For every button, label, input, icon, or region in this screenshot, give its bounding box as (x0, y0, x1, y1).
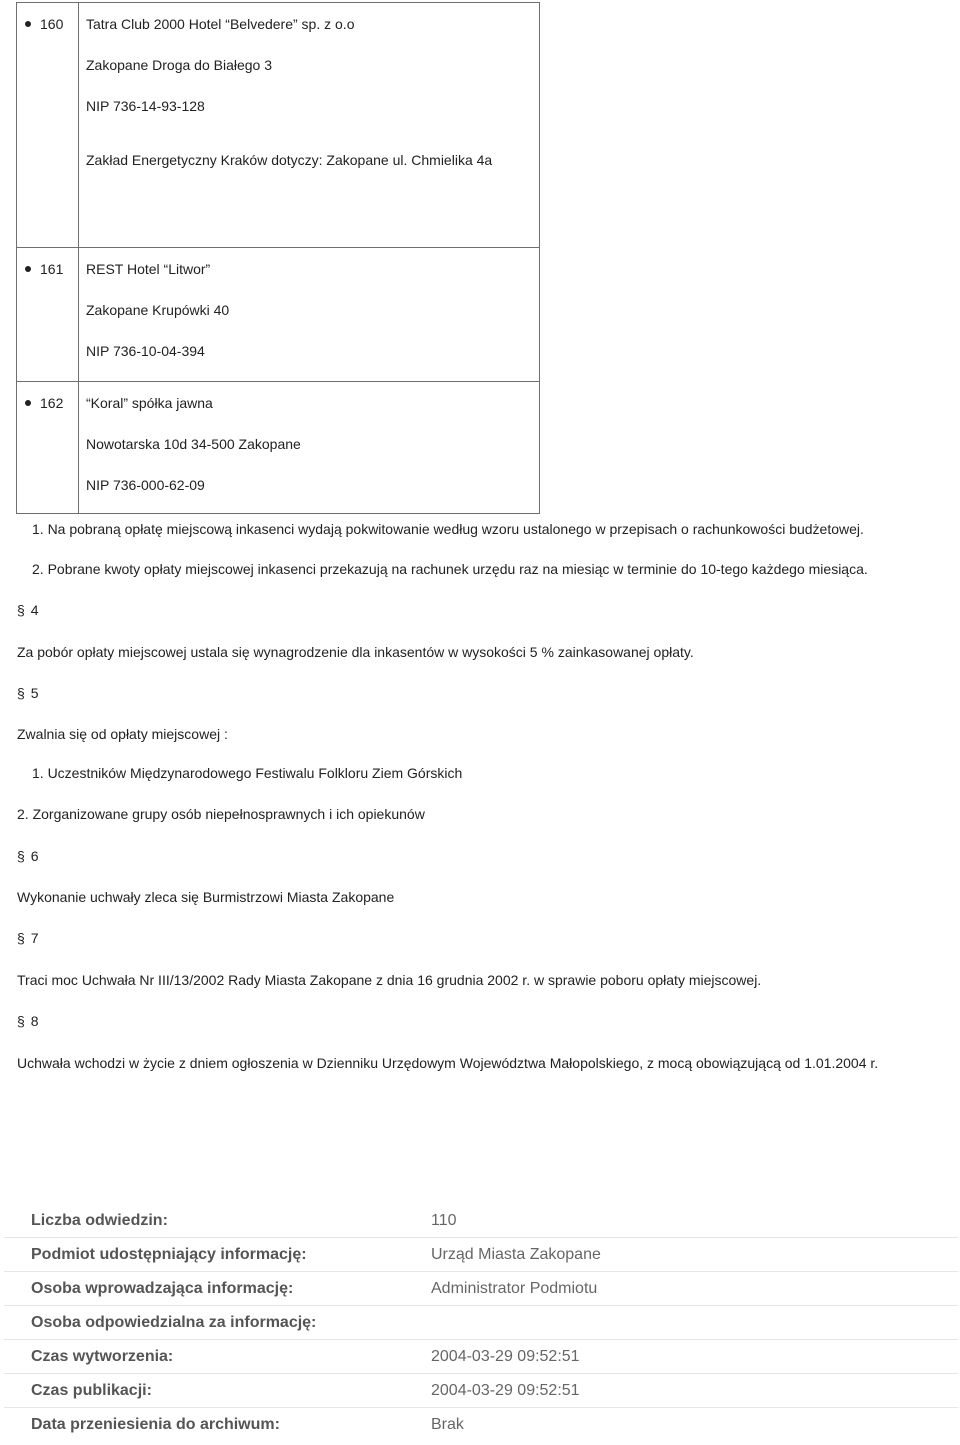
metadata-value: Urząd Miasta Zakopane (431, 1238, 958, 1272)
entry-row (17, 382, 540, 514)
entry-details-cell (79, 3, 540, 248)
entry-address: Nowotarska 10d 34-500 Zakopane (86, 436, 301, 452)
point-2: 2. Pobrane kwoty opłaty miejscowej inkasenci przekazują na rachunek urzędu raz na miesiąc w terminie do 10-tego każdego miesiąca. (32, 561, 868, 577)
bullet-icon (25, 400, 31, 406)
entries-table (16, 2, 540, 514)
section-heading-4 (17, 602, 39, 618)
metadata-row (4, 1238, 958, 1272)
metadata-value: Administrator Podmiotu (431, 1272, 958, 1306)
entry-details-cell (79, 248, 540, 382)
bullet-icon (25, 21, 31, 27)
metadata-value: 110 (431, 1204, 958, 1238)
section-6-text: Wykonanie uchwały zleca się Burmistrzowi Miasta Zakopane (17, 889, 395, 905)
section-heading-8 (17, 1013, 39, 1029)
entry-nip: NIP 736-14-93-128 (86, 98, 205, 114)
section-number: 5 (30, 685, 39, 701)
section-number: 7 (30, 930, 39, 946)
entry-number-cell (17, 248, 79, 382)
metadata-label: Czas wytworzenia: (4, 1340, 431, 1374)
metadata-row (4, 1374, 958, 1408)
section-heading-5 (17, 685, 39, 701)
metadata-value: Brak (431, 1415, 464, 1433)
entry-number-cell (17, 3, 79, 248)
entry-number: 160 (40, 16, 64, 32)
entry-nip: NIP 736-000-62-09 (86, 477, 205, 493)
metadata-label: Liczba odwiedzin: (4, 1204, 431, 1238)
section-heading-7 (17, 930, 39, 946)
section-5-item-1: 1. Uczestników Międzynarodowego Festiwalu Folkloru Ziem Górskich (32, 765, 463, 781)
section-number: 6 (30, 848, 39, 864)
section-5-text: Zwalnia się od opłaty miejscowej : (17, 726, 228, 742)
metadata-label: Podmiot udostępniający informację: (4, 1238, 431, 1272)
entry-note: Zakład Energetyczny Kraków dotyczy: Zakopane ul. Chmielika 4a (86, 152, 493, 168)
section-heading-6 (17, 848, 39, 864)
metadata-row (4, 1340, 958, 1374)
entry-row (17, 3, 540, 248)
section-sign: § (17, 685, 25, 701)
metadata-row (4, 1408, 958, 1442)
metadata-label: Osoba wprowadzająca informację: (4, 1272, 431, 1306)
entry-details-cell (79, 382, 540, 514)
bullet-icon (25, 266, 31, 272)
section-number: 4 (30, 602, 39, 618)
entry-address: Zakopane Krupówki 40 (86, 302, 230, 318)
metadata-label: Osoba odpowiedzialna za informację: (4, 1306, 431, 1340)
section-5-item-2: 2. Zorganizowane grupy osób niepełnosprawnych i ich opiekunów (17, 806, 425, 822)
entry-nip: NIP 736-10-04-394 (86, 343, 205, 359)
section-sign: § (17, 602, 25, 618)
entry-address: Zakopane Droga do Białego 3 (86, 57, 273, 73)
metadata-label: Data przeniesienia do archiwum: (31, 1415, 280, 1433)
section-8-text: Uchwała wchodzi w życie z dniem ogłoszenia w Dzienniku Urzędowym Województwa Małopolskiego, z mocą obowiązującą od 1.01.2004 r. (17, 1055, 879, 1071)
entry-name: “Koral” spółka jawna (86, 395, 213, 411)
section-sign: § (17, 930, 25, 946)
section-sign: § (17, 1013, 25, 1029)
metadata-value: 2004-03-29 09:52:51 (431, 1374, 958, 1408)
entry-name: REST Hotel “Litwor” (86, 261, 211, 277)
metadata-row (4, 1204, 958, 1238)
section-7-text: Traci moc Uchwała Nr III/13/2002 Rady Miasta Zakopane z dnia 16 grudnia 2002 r. w sprawie poboru opłaty miejscowej. (17, 972, 762, 988)
metadata-row (4, 1306, 958, 1340)
section-sign: § (17, 848, 25, 864)
entry-name: Tatra Club 2000 Hotel “Belvedere” sp. z o.o (86, 16, 355, 32)
entry-number-cell (17, 382, 79, 514)
point-1: 1. Na pobraną opłatę miejscową inkasenci wydają pokwitowanie według wzoru ustalonego w przepisach o rachunkowości budżetowej. (32, 521, 864, 537)
section-number: 8 (30, 1013, 39, 1029)
metadata-value (431, 1306, 958, 1340)
metadata-table (4, 1204, 958, 1441)
metadata-label: Czas publikacji: (4, 1374, 431, 1408)
metadata-value: 2004-03-29 09:52:51 (431, 1340, 958, 1374)
entry-number: 161 (40, 261, 64, 277)
section-4-text: Za pobór opłaty miejscowej ustala się wynagrodzenie dla inkasentów w wysokości 5 % zainkasowanej opłaty. (17, 644, 694, 660)
metadata-row (4, 1272, 958, 1306)
entry-row (17, 248, 540, 382)
entry-number: 162 (40, 395, 64, 411)
